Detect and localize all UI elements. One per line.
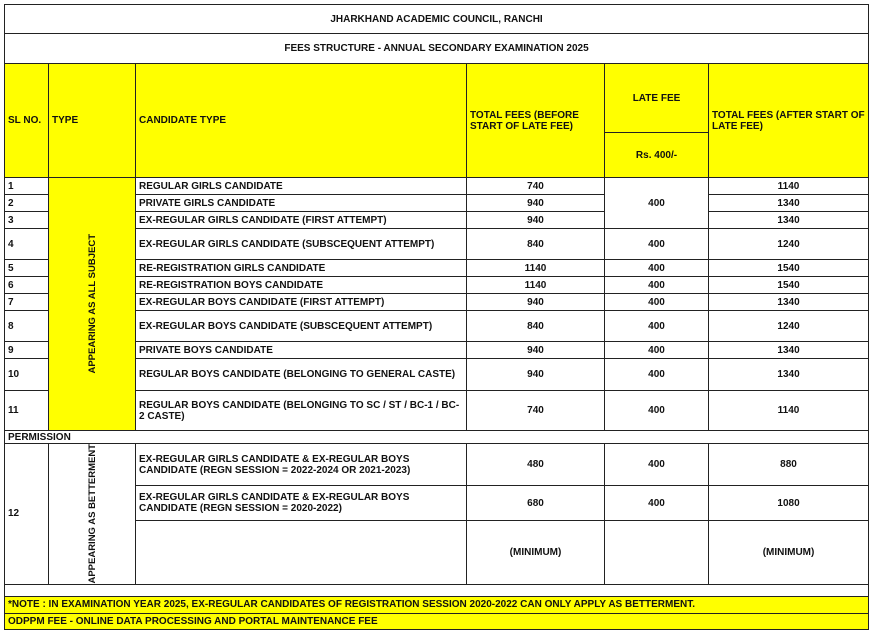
total-before-cell: 940 [467, 212, 605, 229]
sl-cell: 2 [5, 195, 49, 212]
total-before-cell: 940 [467, 359, 605, 391]
permission-label: PERMISSION [5, 431, 869, 444]
total-after-cell: 1540 [709, 277, 869, 294]
subtitle-row [5, 34, 869, 64]
table-row [5, 178, 869, 195]
total-before-cell: 480 [467, 444, 605, 486]
late-fee-cell: 400 [605, 260, 709, 277]
candidate-cell: REGULAR BOYS CANDIDATE (BELONGING TO SC / ST / BC-1 / BC-2 CASTE) [136, 391, 467, 431]
type-cell-all-subject [49, 178, 136, 431]
late-fee-cell: 400 [605, 391, 709, 431]
late-fee-cell: 400 [605, 277, 709, 294]
candidate-cell: EX-REGULAR GIRLS CANDIDATE (SUBSCEQUENT ATTEMPT) [136, 229, 467, 260]
total-after-cell: 1140 [709, 178, 869, 195]
sl-cell: 10 [5, 359, 49, 391]
sl-cell: 11 [5, 391, 49, 431]
late-fee-cell: 400 [605, 229, 709, 260]
total-before-cell: 1140 [467, 260, 605, 277]
total-before-cell: 940 [467, 342, 605, 359]
fees-table [4, 4, 869, 630]
late-fee-cell: 400 [605, 486, 709, 521]
total-before-cell: 940 [467, 294, 605, 311]
header-sl-no: SL NO. [5, 64, 49, 178]
total-before-cell: 740 [467, 391, 605, 431]
candidate-cell: RE-REGISTRATION GIRLS CANDIDATE [136, 260, 467, 277]
sl-cell: 7 [5, 294, 49, 311]
note-betterment: *NOTE : IN EXAMINATION YEAR 2025, EX-REGULAR CANDIDATES OF REGISTRATION SESSION 2020-2022 CAN ONLY APPLY AS BETTERMENT. [5, 596, 869, 613]
candidate-cell: REGULAR GIRLS CANDIDATE [136, 178, 467, 195]
council-title: JHARKHAND ACADEMIC COUNCIL, RANCHI [5, 5, 869, 34]
fees-structure-subtitle: FEES STRUCTURE - ANNUAL SECONDARY EXAMINATION 2025 [5, 34, 869, 64]
total-after-cell: 1340 [709, 195, 869, 212]
sl-cell: 3 [5, 212, 49, 229]
title-row [5, 5, 869, 34]
header-late-fee: LATE FEE [605, 64, 709, 133]
header-row [5, 64, 869, 133]
total-before-cell: 940 [467, 195, 605, 212]
candidate-cell-empty [136, 520, 467, 584]
candidate-cell: EX-REGULAR BOYS CANDIDATE (SUBSCEQUENT ATTEMPT) [136, 311, 467, 342]
late-fee-cell: 400 [605, 342, 709, 359]
note-row [5, 613, 869, 629]
header-type: TYPE [49, 64, 136, 178]
candidate-cell: REGULAR BOYS CANDIDATE (BELONGING TO GENERAL CASTE) [136, 359, 467, 391]
total-before-cell: 840 [467, 229, 605, 260]
late-fee-cell: 400 [605, 359, 709, 391]
note-row [5, 596, 869, 613]
spacer-cell [5, 584, 869, 596]
total-after-cell: 1080 [709, 486, 869, 521]
header-late-fee-amount: Rs. 400/- [605, 133, 709, 178]
candidate-cell: RE-REGISTRATION BOYS CANDIDATE [136, 277, 467, 294]
sl-cell: 8 [5, 311, 49, 342]
header-total-before: TOTAL FEES (BEFORE START OF LATE FEE) [467, 64, 605, 178]
total-after-cell: 1240 [709, 311, 869, 342]
header-total-after: TOTAL FEES (AFTER START OF LATE FEE) [709, 64, 869, 178]
type-label-all-subject: APPEARING AS ALL SUBJECT [86, 234, 98, 374]
total-after-cell: 880 [709, 444, 869, 486]
header-candidate-type: CANDIDATE TYPE [136, 64, 467, 178]
total-before-cell: 1140 [467, 277, 605, 294]
candidate-cell: EX-REGULAR BOYS CANDIDATE (FIRST ATTEMPT) [136, 294, 467, 311]
table-row [5, 444, 869, 486]
total-before-cell: 840 [467, 311, 605, 342]
total-before-cell: 680 [467, 486, 605, 521]
candidate-cell: EX-REGULAR GIRLS CANDIDATE & EX-REGULAR BOYS CANDIDATE (REGN SESSION = 2020-2022) [136, 486, 467, 521]
candidate-cell: EX-REGULAR GIRLS CANDIDATE & EX-REGULAR BOYS CANDIDATE (REGN SESSION = 2022-2024 OR 2021-2023) [136, 444, 467, 486]
late-fee-cell-empty [605, 520, 709, 584]
type-cell-betterment [49, 444, 136, 585]
candidate-cell: PRIVATE BOYS CANDIDATE [136, 342, 467, 359]
sl-cell: 6 [5, 277, 49, 294]
total-after-cell: 1340 [709, 212, 869, 229]
total-after-cell: 1540 [709, 260, 869, 277]
sl-cell: 12 [5, 444, 49, 585]
late-fee-cell: 400 [605, 311, 709, 342]
candidate-cell: EX-REGULAR GIRLS CANDIDATE (FIRST ATTEMPT) [136, 212, 467, 229]
total-after-cell: 1340 [709, 294, 869, 311]
total-after-cell: 1340 [709, 342, 869, 359]
sl-cell: 9 [5, 342, 49, 359]
spacer-row [5, 584, 869, 596]
note-odppm: ODPPM FEE - ONLINE DATA PROCESSING AND PORTAL MAINTENANCE FEE [5, 613, 869, 629]
total-after-cell: 1340 [709, 359, 869, 391]
sl-cell: 4 [5, 229, 49, 260]
late-fee-cell: 400 [605, 444, 709, 486]
minimum-before-cell: (MINIMUM) [467, 520, 605, 584]
permission-row [5, 431, 869, 444]
total-after-cell: 1140 [709, 391, 869, 431]
sl-cell: 5 [5, 260, 49, 277]
late-fee-merged-cell: 400 [605, 178, 709, 229]
total-after-cell: 1240 [709, 229, 869, 260]
candidate-cell: PRIVATE GIRLS CANDIDATE [136, 195, 467, 212]
type-label-betterment: APPEARING AS BETTERMENT [86, 444, 98, 584]
late-fee-cell: 400 [605, 294, 709, 311]
sl-cell: 1 [5, 178, 49, 195]
minimum-after-cell: (MINIMUM) [709, 520, 869, 584]
total-before-cell: 740 [467, 178, 605, 195]
